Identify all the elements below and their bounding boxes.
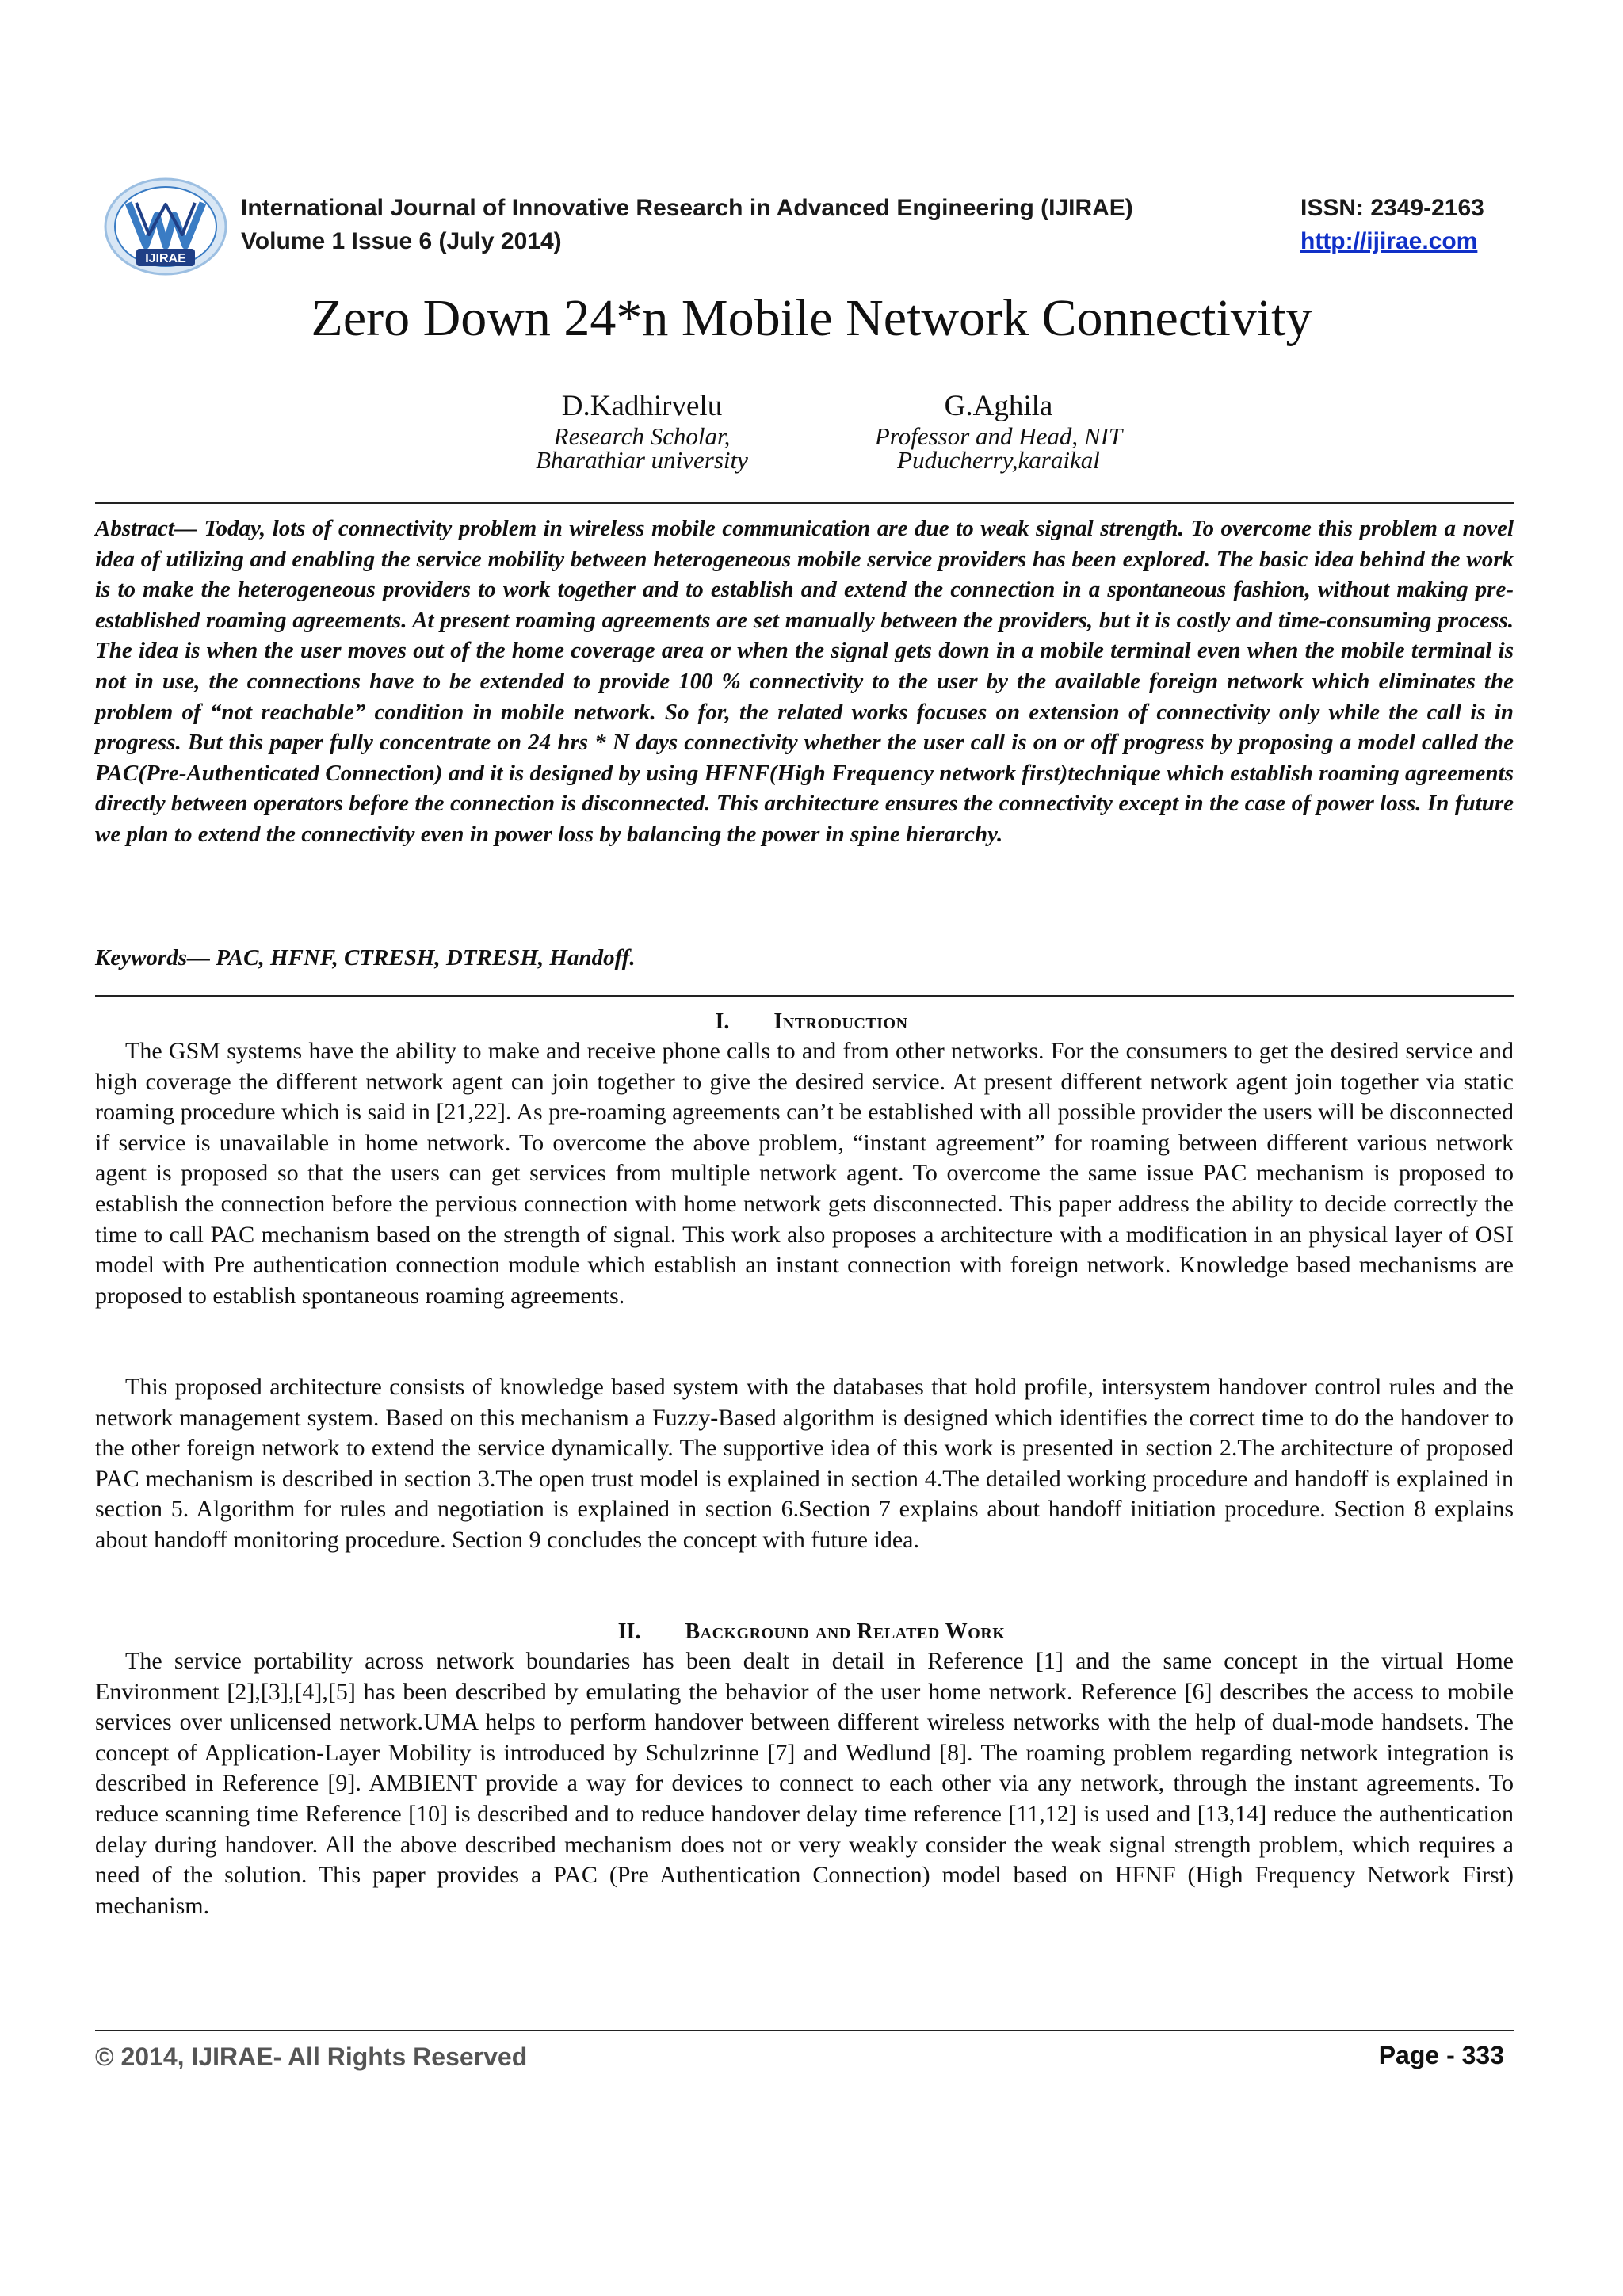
journal-website-link[interactable]: http://ijirae.com — [1300, 228, 1478, 254]
section-title: Background and Related Work — [685, 1619, 1006, 1644]
author-block — [816, 388, 1181, 472]
journal-logo — [101, 176, 230, 277]
author-affiliation: Research Scholar, — [553, 422, 731, 450]
copyright: © 2014, IJIRAE- All Rights Reserved — [95, 2042, 528, 2071]
section-number: II. — [617, 1619, 641, 1644]
svg-text:IJIRAE: IJIRAE — [145, 252, 186, 265]
abstract: Abstract— Today, lots of connectivity problem in wireless mobile communication are due to weak signal strength. To overcome this problem a novel idea of utilizing and enabling the service mobility between heterogeneous mobile service providers has been explored. The basic idea behind the work is to make the heterogeneous providers to work together and to establish and extend the connection in a spontaneous fashion, without making pre-established roaming agreements. At present roaming agreements are set manually between the providers, but it is costly and time-consuming process. The idea is when the user moves out of the home coverage area or when the signal gets down in a mobile terminal even when the mobile terminal is not in use, the connections have to be extended to provide 100 % connectivity to the user by the available foreign network which eliminates the problem of “not reachable” condition in mobile network. So for, the related works focuses on extension of connectivity only while the call is in progress. But this paper fully concentrate on 24 hrs * N days connectivity whether the user call is on or off progress by proposing a model called the PAC(Pre-Authenticated Connection) and it is designed by using HFNF(High Frequency network first)technique which establish roaming agreements directly between operators before the connection is disconnected. This architecture ensures the connectivity except in the case of power loss. In future we plan to extend the connectivity even in power loss by balancing the power in spine hierarchy. — [95, 516, 1514, 847]
paragraph: This proposed architecture consists of knowledge based system with the databases that hold profile, intersystem handover control rules and the network management system. Based on this mechanism a Fuzzy-Based algorithm is designed which identifies the correct time to do the handover to the other foreign network to extend the service dynamically. The supportive idea of this work is presented in section 2.The architecture of proposed PAC mechanism is described in section 3.The open trust model is explained in section 4.The detailed working procedure and handoff is explained in section 5. Algorithm for rules and negotiation is explained in section 6.Section 7 explains about handoff initiation procedure. Section 8 explains about handoff monitoring procedure. Section 9 concludes the concept with future idea. — [95, 1374, 1514, 1553]
paragraph: The service portability across network boundaries has been dealt in detail in Reference [1] and the same concept in the virtual Home Environment [2],[3],[4],[5] has been described by emulating the behavior of the user home network. Reference [6] describes the access to mobile services over unlicensed network.UMA helps to perform handover between different wireless networks with the help of dual-mode handsets. The concept of Application-Layer Mobility is introduced by Schulzrinne [7] and Wedlund [8]. The roaming problem regarding network integration is described in Reference [9]. AMBIENT provide a way for devices to connect to each other via any network, through the instant agreements. To reduce scanning time Reference [10] is described and to reduce handover delay time reference [11,12] is used and [13,14] reduce the authentication delay during handover. All the above described mechanism does not or very weakly consider the weak signal strength problem, which requires a need of the solution. This paper provides a PAC (Pre Authentication Connection) model based on HFNF (High Frequency Network First) mechanism. — [95, 1648, 1514, 1919]
paper-title: Zero Down 24*n Mobile Network Connectivity — [311, 289, 1312, 347]
author-affiliation: Puducherry,karaikal — [897, 446, 1100, 474]
author-name: D.Kadhirvelu — [561, 390, 723, 422]
issn: ISSN: 2349-2163 — [1300, 195, 1484, 221]
section-title: Introduction — [773, 1009, 908, 1034]
section-number: I. — [715, 1009, 730, 1034]
divider — [95, 995, 1514, 997]
author-affiliation: Professor and Head, NIT — [874, 422, 1123, 450]
author-affiliation: Bharathiar university — [536, 446, 748, 474]
divider — [95, 502, 1514, 504]
author-block — [491, 388, 792, 472]
journal-name: International Journal of Innovative Research in Advanced Engineering (IJIRAE) — [241, 195, 1133, 221]
author-name: G.Aghila — [944, 390, 1053, 422]
paragraph: The GSM systems have the ability to make and receive phone calls to and from other networks. For the consumers to get the desired service and high coverage the different network agent can join together to give the desired service. At present different network agent join together via static roaming procedure which is said in [21,22]. As pre-roaming agreements can’t be established with all possible provider the users will be disconnected if service is unavailable in home network. To overcome the above problem, “instant agreement” for roaming between different various network agent is proposed so that the users can get services from multiple network agent. To overcome the same issue PAC mechanism is proposed to establish the connection before the pervious connection with home network gets disconnected. This paper address the ability to decide correctly the time to call PAC mechanism based on the strength of signal. This work also proposes a architecture with a modification in an physical layer of OSI model with Pre authentication connection module which establish an instant connection with foreign network. Knowledge based mechanisms are proposed to establish spontaneous roaming agreements. — [95, 1038, 1514, 1309]
footer-divider — [95, 2030, 1514, 2031]
keywords: Keywords— PAC, HFNF, CTRESH, DTRESH, Handoff. — [95, 945, 636, 971]
section-heading — [0, 1619, 1623, 1645]
journal-volume: Volume 1 Issue 6 (July 2014) — [241, 228, 562, 254]
section-heading — [0, 1009, 1623, 1035]
page-number: Page - 333 — [1378, 2041, 1504, 2069]
